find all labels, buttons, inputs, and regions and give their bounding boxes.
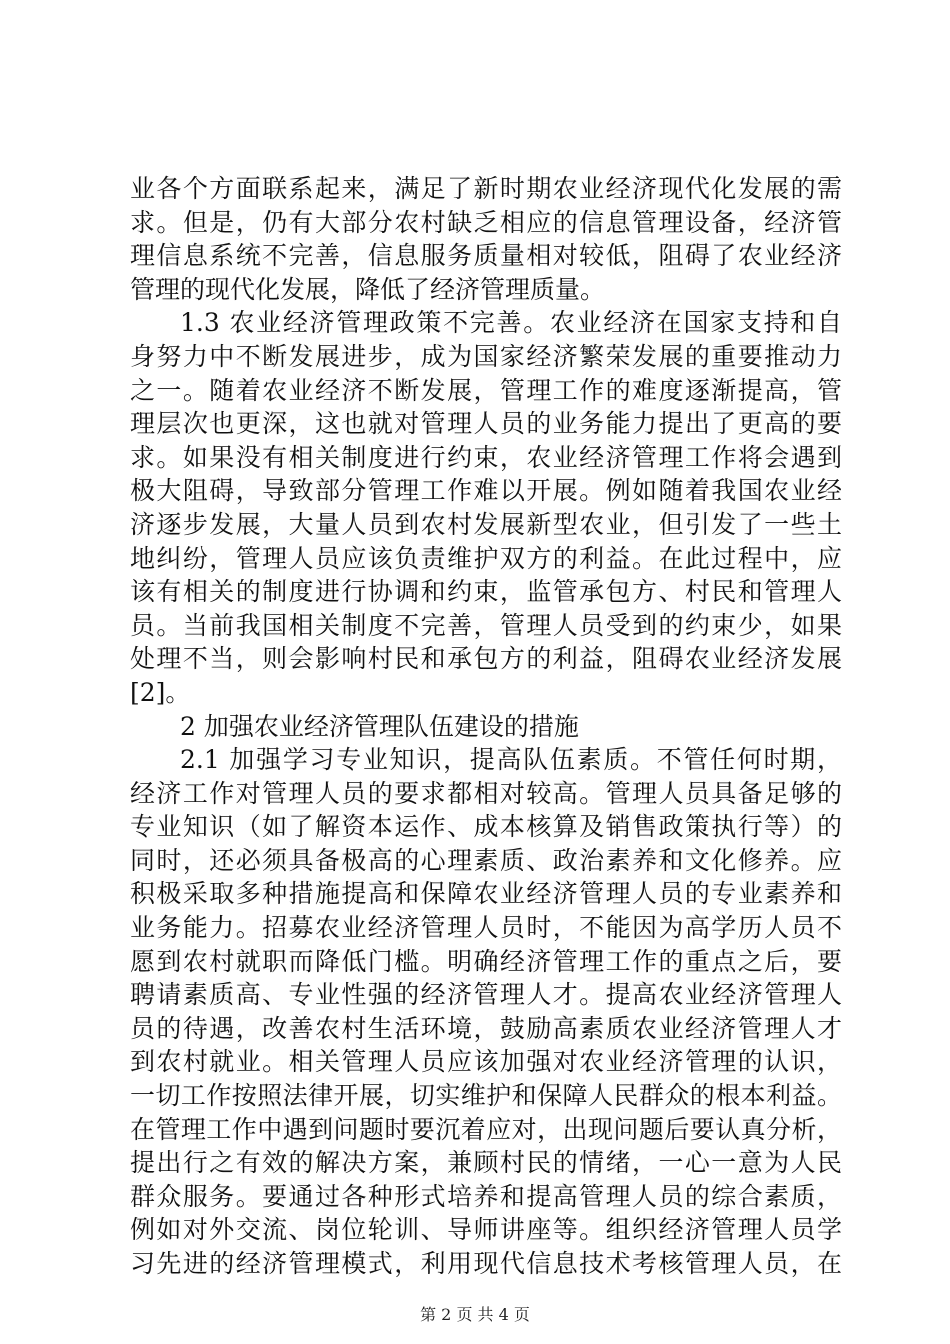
text-line: 同时，还必须具备极高的心理素质、政治素养和文化修养。应 <box>130 845 842 875</box>
text-line: 极大阻碍，导致部分管理工作难以开展。例如随着我国农业经 <box>130 476 842 506</box>
text-line: 提出行之有效的解决方案，兼顾村民的情绪，一心一意为人民 <box>130 1148 842 1178</box>
text-line: 理信息系统不完善，信息服务质量相对较低，阻碍了农业经济 <box>130 241 842 271</box>
text-line: 聘请素质高、专业性强的经济管理人才。提高农业经济管理人 <box>130 980 842 1010</box>
text-line: 求。但是，仍有大部分农村缺乏相应的信息管理设备，经济管 <box>130 207 842 237</box>
text-line: 员的待遇，改善农村生活环境，鼓励高素质农业经济管理人才 <box>130 1013 842 1043</box>
text-line: 2 加强农业经济管理队伍建设的措施 <box>180 711 579 741</box>
text-line: 之一。随着农业经济不断发展，管理工作的难度逐渐提高，管 <box>130 375 842 405</box>
document-body <box>130 172 842 1281</box>
text-line: 到农村就业。相关管理人员应该加强对农业经济管理的认识， <box>130 1047 842 1077</box>
text-line: 求。如果没有相关制度进行约束，农业经济管理工作将会遇到 <box>130 442 842 472</box>
text-line: 专业知识（如了解资本运作、成本核算及销售政策执行等）的 <box>130 812 842 842</box>
text-line: 群众服务。要通过各种形式培养和提高管理人员的综合素质， <box>130 1181 842 1211</box>
text-line: 济逐步发展，大量人员到农村发展新型农业，但引发了一些土 <box>130 509 842 539</box>
text-line: 管理的现代化发展，降低了经济管理质量。 <box>130 274 606 304</box>
text-line: 一切工作按照法律开展，切实维护和保障人民群众的根本利益。 <box>130 1081 842 1111</box>
text-line: 1.3 农业经济管理政策不完善。农业经济在国家支持和自 <box>180 308 842 338</box>
text-line: 积极采取多种措施提高和保障农业经济管理人员的专业素养和 <box>130 879 842 909</box>
text-line: [2]。 <box>130 677 191 707</box>
text-line: 地纠纷，管理人员应该负责维护双方的利益。在此过程中，应 <box>130 543 842 573</box>
text-line: 习先进的经济管理模式，利用现代信息技术考核管理人员，在 <box>130 1249 842 1278</box>
text-line: 该有相关的制度进行协调和约束，监管承包方、村民和管理人 <box>130 577 842 607</box>
page-footer: 第 2 页 共 4 页 <box>420 1305 530 1324</box>
text-line: 愿到农村就职而降低门槛。明确经济管理工作的重点之后，要 <box>130 946 842 976</box>
text-line: 处理不当，则会影响村民和承包方的利益，阻碍农业经济发展 <box>130 644 842 674</box>
text-line: 业务能力。招募农业经济管理人员时，不能因为高学历人员不 <box>130 913 842 943</box>
text-line: 在管理工作中遇到问题时要沉着应对，出现问题后要认真分析， <box>130 1114 842 1144</box>
text-line: 例如对外交流、岗位轮训、导师讲座等。组织经济管理人员学 <box>130 1215 842 1245</box>
text-line: 理层次也更深，这也就对管理人员的业务能力提出了更高的要 <box>130 409 842 439</box>
text-line: 身努力中不断发展进步，成为国家经济繁荣发展的重要推动力 <box>130 341 842 371</box>
text-line: 2.1 加强学习专业知识，提高队伍素质。不管任何时期， <box>180 745 842 775</box>
text-line: 业各个方面联系起来，满足了新时期农业经济现代化发展的需 <box>130 174 842 203</box>
text-line: 员。当前我国相关制度不完善，管理人员受到的约束少，如果 <box>130 610 842 640</box>
text-line: 经济工作对管理人员的要求都相对较高。管理人员具备足够的 <box>130 778 842 808</box>
